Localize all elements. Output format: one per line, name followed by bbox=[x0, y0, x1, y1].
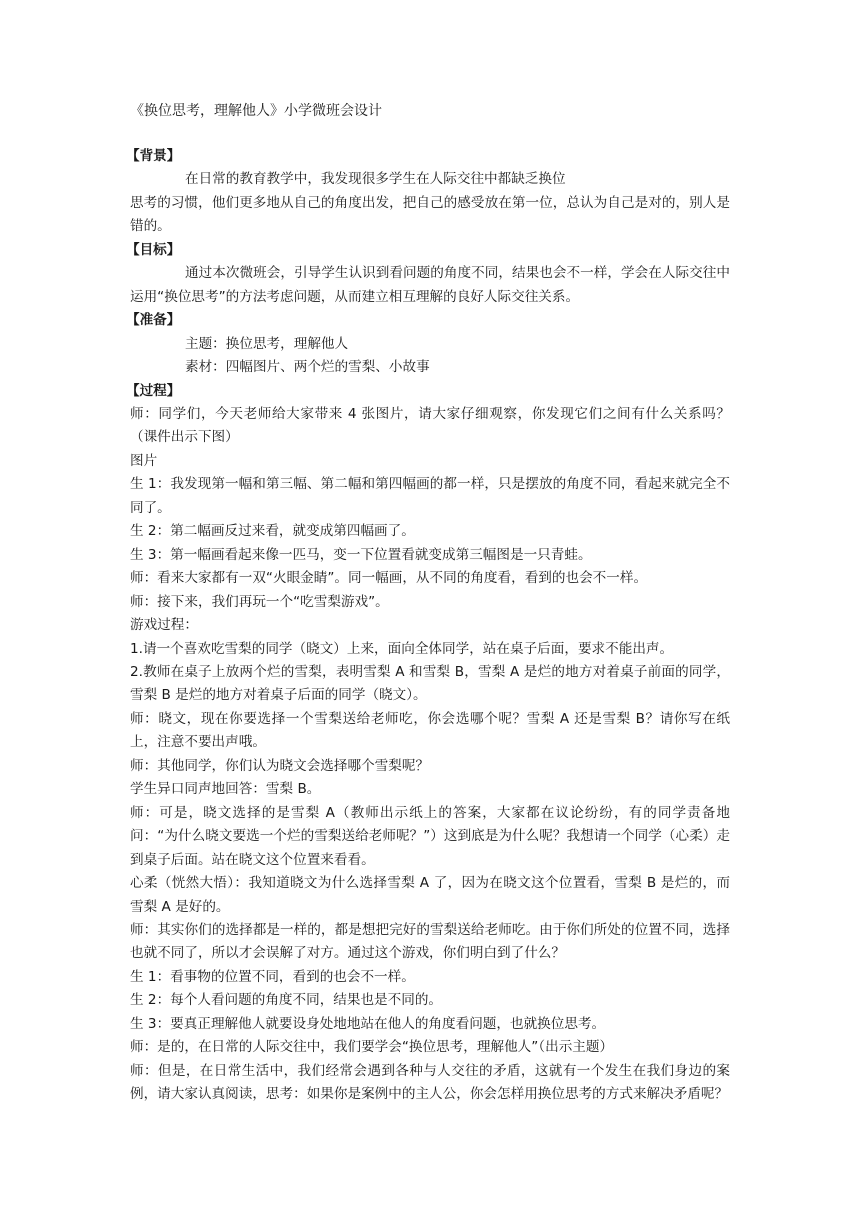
process-line: 学生异口同声地回答：雪梨 B。 bbox=[130, 781, 321, 798]
section-heading-process: 【过程】 bbox=[126, 382, 181, 399]
section-heading-background: 【背景】 bbox=[126, 148, 181, 164]
process-line: 生 1：看事物的位置不同，看到的也会不一样。 bbox=[130, 968, 415, 985]
process-line: 师：其他同学，你们认为晓文会选择哪个雪梨呢？ bbox=[130, 757, 430, 774]
goal-paragraph: 通过本次微班会，引导学生认识到看问题的角度不同，结果也会不一样，学会在人际交往中运用“换位思考”的方法考虑问题，从而建立相互理解的良好人际交往关系。 bbox=[130, 265, 730, 305]
process-line: 生 3：要真正理解他人就要设身处地地站在他人的角度看问题，也就换位思考。 bbox=[130, 1015, 606, 1032]
process-line: 2.教师在桌子上放两个烂的雪梨，表明雪梨 A 和雪梨 B，雪梨 A 是烂的地方对着桌子前面的同学，雪梨 B 是烂的地方对着桌子后面的同学（晓文）。 bbox=[130, 663, 730, 704]
process-line: 师：但是，在日常生活中，我们经常会遇到各种与人交往的矛盾，这就有一个发生在我们身边的案例，请大家认真阅读，思考：如果你是案例中的主人公，你会怎样用换位思考的方式来解决矛盾呢？ bbox=[130, 1062, 730, 1103]
process-line: 师：同学们，今天老师给大家带来 4 张图片，请大家仔细观察，你发现它们之间有什么关系吗？（课件出示下图） bbox=[130, 405, 730, 446]
preparation-materials: 素材：四幅图片、两个烂的雪梨、小故事 bbox=[185, 359, 430, 376]
process-line: 师：其实你们的选择都是一样的，都是想把完好的雪梨送给老师吃。由于你们所处的位置不同，选择也就不同了，所以才会误解了对方。通过这个游戏，你们明白到了什么？ bbox=[130, 921, 730, 962]
preparation-theme: 主题：换位思考，理解他人 bbox=[185, 335, 349, 352]
document-page bbox=[126, 100, 730, 1107]
document-title: 《换位思考，理解他人》小学微班会设计 bbox=[130, 103, 382, 119]
background-paragraph-continued: 思考的习惯，他们更多地从自己的角度出发，把自己的感受放在第一位，总认为自己是对的，别人是错的。 bbox=[130, 194, 730, 235]
process-line: 师：接下来，我们再玩一个“吃雪梨游戏”。 bbox=[130, 593, 389, 610]
process-line: 1.请一个喜欢吃雪梨的同学（晓文）上来，面向全体同学，站在桌子后面，要求不能出声。 bbox=[130, 640, 674, 657]
process-line: 图片 bbox=[130, 452, 158, 469]
process-line: 生 2：每个人看问题的角度不同，结果也是不同的。 bbox=[130, 992, 443, 1009]
section-heading-preparation: 【准备】 bbox=[126, 312, 181, 329]
process-line: 游戏过程： bbox=[130, 617, 198, 634]
process-line: 师：是的，在日常的人际交往中，我们要学会“换位思考，理解他人”（出示主题） bbox=[130, 1039, 614, 1056]
process-line: 生 1：我发现第一幅和第三幅、第二幅和第四幅画的都一样，只是摆放的角度不同，看起来就完全不同了。 bbox=[130, 476, 730, 516]
background-paragraph-first-line: 在日常的教育教学中，我发现很多学生在人际交往中都缺乏换位 bbox=[185, 171, 566, 188]
process-line: 师：看来大家都有一双“火眼金睛”。同一幅画，从不同的角度看，看到的也会不一样。 bbox=[130, 570, 648, 587]
process-line: 师：晓文，现在你要选择一个雪梨送给老师吃，你会选哪个呢？雪梨 A 还是雪梨 B？请你写在纸上，注意不要出声哦。 bbox=[130, 710, 730, 751]
section-heading-goal: 【目标】 bbox=[126, 241, 181, 258]
process-line: 师：可是，晓文选择的是雪梨 A（教师出示纸上的答案，大家都在议论纷纷，有的同学责备地问：“为什么晓文要选一个烂的雪梨送给老师呢？”）这到底是为什么呢？我想请一个同学（心柔）走到桌子后面。站在晓文这个位置来看看。 bbox=[130, 804, 730, 868]
process-line: 心柔（恍然大悟）：我知道晓文为什么选择雪梨 A 了，因为在晓文这个位置看，雪梨 B 是烂的，而雪梨 A 是好的。 bbox=[130, 875, 730, 915]
process-line: 生 2：第二幅画反过来看，就变成第四幅画了。 bbox=[130, 523, 415, 540]
process-line: 生 3：第一幅画看起来像一匹马，变一下位置看就变成第三幅图是一只青蛙。 bbox=[130, 546, 592, 563]
